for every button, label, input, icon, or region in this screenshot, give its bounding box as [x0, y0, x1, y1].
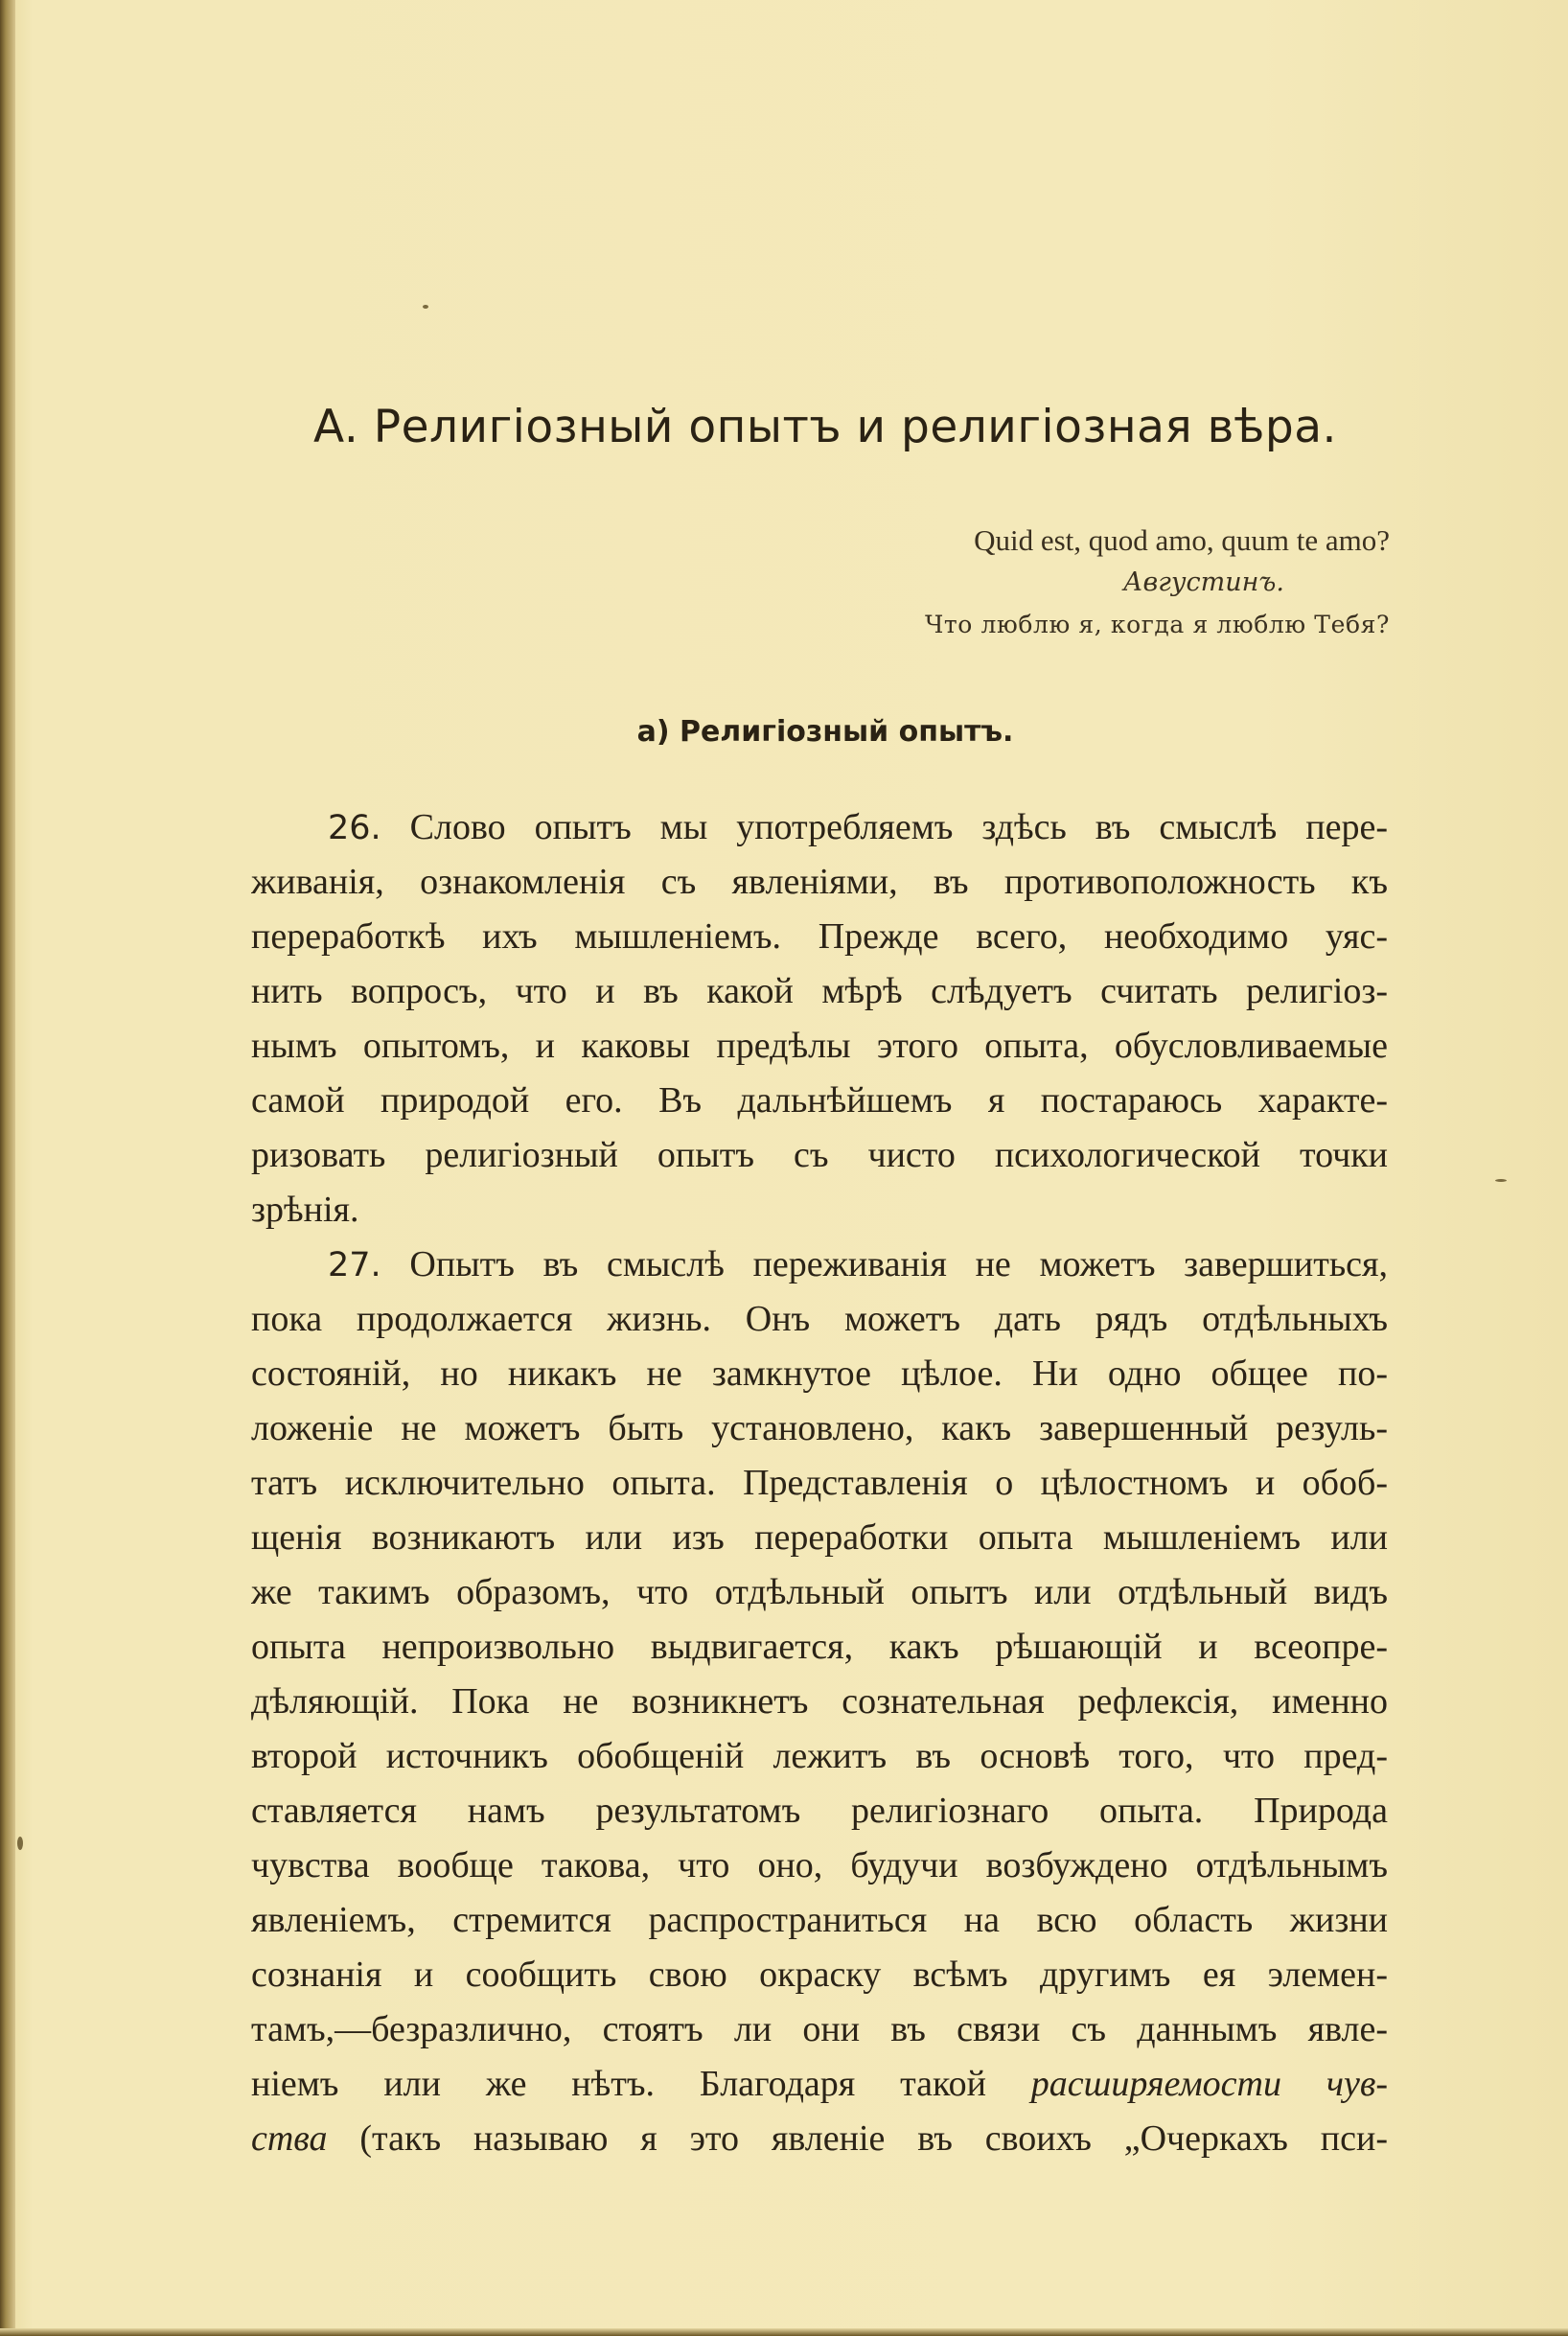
text-line: щенiя возникаютъ или изъ переработки опыта мышленiемъ или: [251, 1517, 1388, 1558]
epigraph-translation: Что люблю я, когда я люблю Тебя?: [924, 611, 1390, 638]
paper-speck: [1495, 1179, 1507, 1182]
text-line: нымъ опытомъ, и каковы предѣлы этого опыта, обусловливаемые: [251, 1026, 1388, 1066]
epigraph-latin: Quid est, quod amo, quum te amo?: [974, 523, 1390, 557]
text-line: переработкѣ ихъ мышленiемъ. Прежде всего, необходимо уяс-: [251, 916, 1388, 957]
emphasized-term: ства: [251, 2118, 328, 2159]
text-line: состоянiй, но никакъ не замкнутое цѣлое. Ни одно общее по-: [251, 1353, 1388, 1394]
text-line: 27. Опытъ въ смыслѣ переживанiя не можетъ завершиться,: [328, 1244, 1388, 1284]
text-line: зрѣнiя.: [251, 1190, 359, 1230]
paragraph-number: 27.: [328, 1246, 381, 1284]
text-line: татъ исключительно опыта. Представленiя о цѣлостномъ и обоб-: [251, 1463, 1388, 1503]
paper-speck: [17, 1837, 23, 1850]
text-line: нить вопросъ, что и въ какой мѣрѣ слѣдуетъ считать религiоз-: [251, 971, 1388, 1011]
epigraph-author: Августинъ.: [1123, 567, 1284, 597]
text-line: 26. Слово опытъ мы употребляемъ здѣсь въ смыслѣ пере-: [328, 807, 1388, 847]
text-line: сознанiя и сообщить свою окраску всѣмъ другимъ ея элемен-: [251, 1954, 1388, 1995]
epigraph: [824, 520, 1390, 646]
text-line: тамъ,—безразлично, стоятъ ли они въ связи съ даннымъ явле-: [251, 2009, 1388, 2049]
text-line: ставляется намъ результатомъ религiознаго опыта. Природа: [251, 1791, 1388, 1831]
text-line: нiемъ или же нѣтъ. Благодаря такой расширяемости чув-: [251, 2064, 1388, 2104]
subsection-heading: a) Религiозный опытъ.: [636, 715, 1014, 749]
text-line: опыта непроизвольно выдвигается, какъ рѣшающiй и всеопре-: [251, 1627, 1388, 1667]
text-line: дѣляющiй. Пока не возникнетъ сознательная рефлексiя, именно: [251, 1681, 1388, 1722]
emphasized-term: расширяемости чув-: [1030, 2064, 1388, 2104]
text-line: ства (такъ называю я это явленiе въ своихъ „Очеркахъ пси-: [251, 2118, 1388, 2159]
paragraph-number: 26.: [328, 809, 381, 847]
binding-edge: [0, 0, 15, 2336]
text-line: второй источникъ обобщенiй лежитъ въ основѣ того, что пред-: [251, 1736, 1388, 1776]
text-line: живанiя, ознакомленiя съ явленiями, въ противоположность къ: [251, 862, 1388, 902]
section-heading: A. Религiозный опытъ и религiозная вѣра.: [313, 401, 1337, 453]
text-line: ложенiе не можетъ быть установлено, какъ завершенный резуль-: [251, 1408, 1388, 1448]
text-line: явленiемъ, стремится распространиться на всю область жизни: [251, 1900, 1388, 1940]
paper-speck: [423, 305, 428, 309]
text-line: пока продолжается жизнь. Онъ можетъ дать рядъ отдѣльныхъ: [251, 1299, 1388, 1339]
text-line: же такимъ образомъ, что отдѣльный опытъ или отдѣльный видъ: [251, 1572, 1388, 1612]
body-text: [251, 800, 1388, 2166]
text-line: чувства вообще такова, что оно, будучи возбуждено отдѣльнымъ: [251, 1845, 1388, 1885]
text-line: ризовать религiозный опытъ съ чисто психологической точки: [251, 1135, 1388, 1175]
page-bottom-edge: [0, 2328, 1568, 2336]
text-line: самой природой его. Въ дальнѣйшемъ я постараюсь характе-: [251, 1080, 1388, 1121]
